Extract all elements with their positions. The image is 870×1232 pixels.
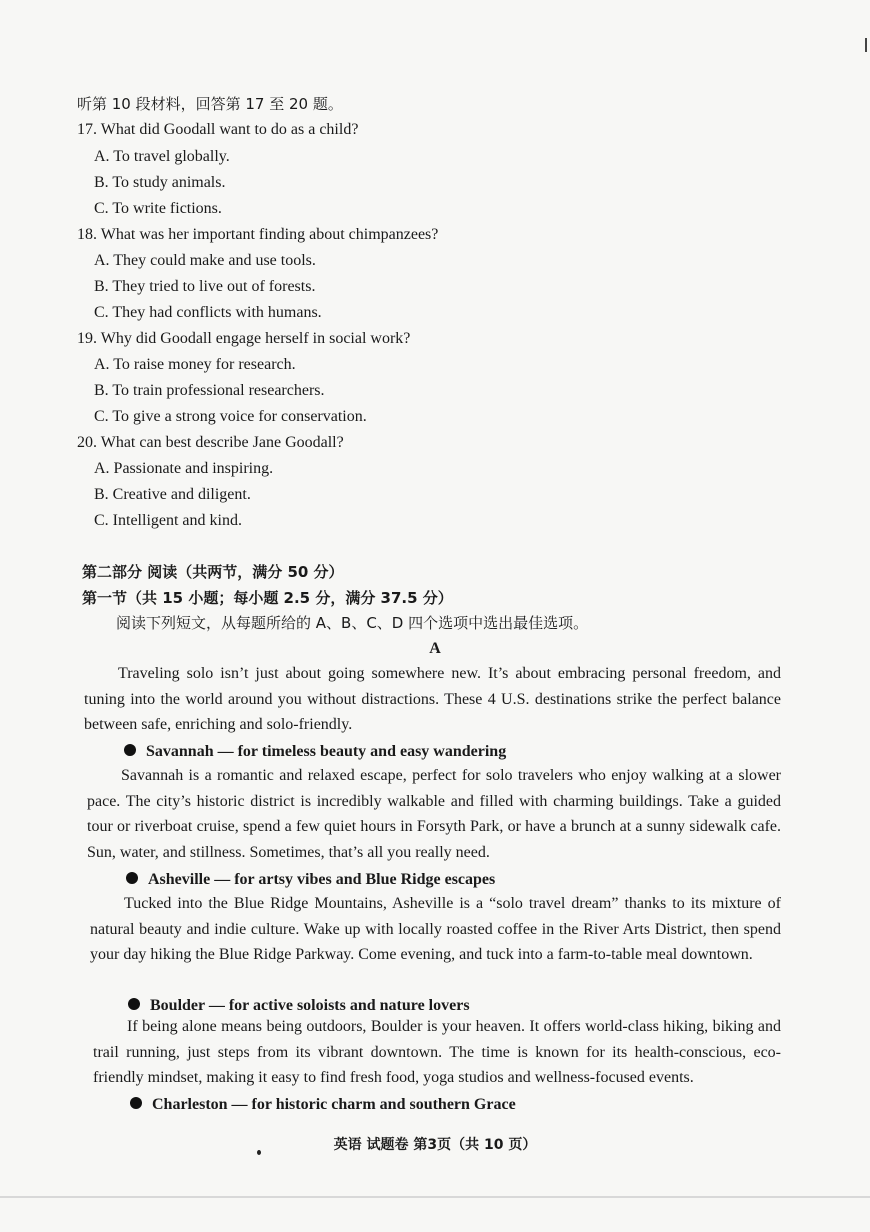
destination-body-boulder: If being alone means being outdoors, Boulder is your heaven. It offers world-class hiking, biking and trail running, just steps from its vibrant downtown. The time is known for its health-conscious, eco-friendly mindset, making it easy to find fresh food, yoga studios and wellness-focused events.	[93, 1018, 781, 1087]
part-two-title: 第二部分 阅读（共两节，满分 50 分）	[82, 563, 344, 581]
scan-edge-mark	[865, 38, 867, 52]
bullet-icon	[128, 998, 140, 1010]
question-17-stem: 17. What did Goodall want to do as a child?	[77, 121, 359, 138]
question-18-stem: 18. What was her important finding about chimpanzees?	[77, 226, 439, 243]
destination-heading-text: Boulder — for active soloists and nature lovers	[150, 997, 470, 1014]
destination-heading-charleston	[130, 1095, 516, 1115]
destination-body-savannah: Savannah is a romantic and relaxed escape, perfect for solo travelers who enjoy walking at a slower pace. The city’s historic district is incredibly walkable and filled with charming buildings. Take a guided tour or riverboat cruise, spend a few quiet hours in Forsyth Park, or have a brunch at a sunny sidewalk cafe. Sun, water, and stillness. Sometimes, that’s all you really need.	[87, 767, 781, 862]
destination-heading-asheville	[126, 870, 495, 890]
page-footer: 英语 试题卷 第3页（共 10 页）	[333, 1137, 537, 1153]
destination-heading-text: Asheville — for artsy vibes and Blue Ridge escapes	[148, 871, 496, 888]
question-17-option-b: B. To study animals.	[94, 174, 226, 191]
question-18-option-a: A. They could make and use tools.	[94, 252, 316, 269]
question-19-option-c: C. To give a strong voice for conservation.	[94, 408, 367, 425]
bullet-icon	[124, 744, 136, 756]
bullet-icon	[126, 872, 138, 884]
question-18-option-b: B. They tried to live out of forests.	[94, 278, 316, 295]
destination-heading-savannah	[124, 742, 506, 762]
destination-heading-boulder	[128, 996, 470, 1016]
question-20-option-c: C. Intelligent and kind.	[94, 512, 242, 529]
question-20-stem: 20. What can best describe Jane Goodall?	[77, 434, 344, 451]
scan-bottom-edge	[0, 1196, 870, 1198]
question-19-stem: 19. Why did Goodall engage herself in social work?	[77, 330, 411, 347]
question-20-option-b: B. Creative and diligent.	[94, 486, 251, 503]
question-20-option-a: A. Passionate and inspiring.	[94, 460, 274, 477]
question-17-option-c: C. To write fictions.	[94, 200, 222, 217]
question-17-option-a: A. To travel globally.	[94, 148, 230, 165]
question-19-option-a: A. To raise money for research.	[94, 356, 296, 373]
question-18-option-c: C. They had conflicts with humans.	[94, 304, 322, 321]
passage-label: A	[429, 640, 441, 657]
question-19-option-b: B. To train professional researchers.	[94, 382, 325, 399]
destination-body-asheville: Tucked into the Blue Ridge Mountains, Asheville is a “solo travel dream” thanks to its mixture of natural beauty and indie culture. Wake up with locally roasted coffee in the River Arts District, then spend your day hiking the Blue Ridge Parkway. Come evening, and tuck into a farm-to-table meal downtown.	[90, 895, 781, 964]
bullet-icon	[130, 1097, 142, 1109]
reading-instruction: 阅读下列短文，从每题所给的 A、B、C、D 四个选项中选出最佳选项。	[116, 614, 589, 632]
section-one-title: 第一节（共 15 小题；每小题 2.5 分，满分 37.5 分）	[82, 589, 453, 607]
destination-heading-text: Savannah — for timeless beauty and easy wandering	[146, 743, 507, 760]
destination-heading-text: Charleston — for historic charm and southern Grace	[152, 1096, 516, 1113]
passage-intro: Traveling solo isn’t just about going somewhere new. It’s about embracing personal freedom, and tuning into the world around you without distractions. These 4 U.S. destinations strike the perfect balance between safe, enriching and solo-friendly.	[84, 665, 781, 734]
listening-intro: 听第 10 段材料，回答第 17 至 20 题。	[77, 95, 343, 113]
